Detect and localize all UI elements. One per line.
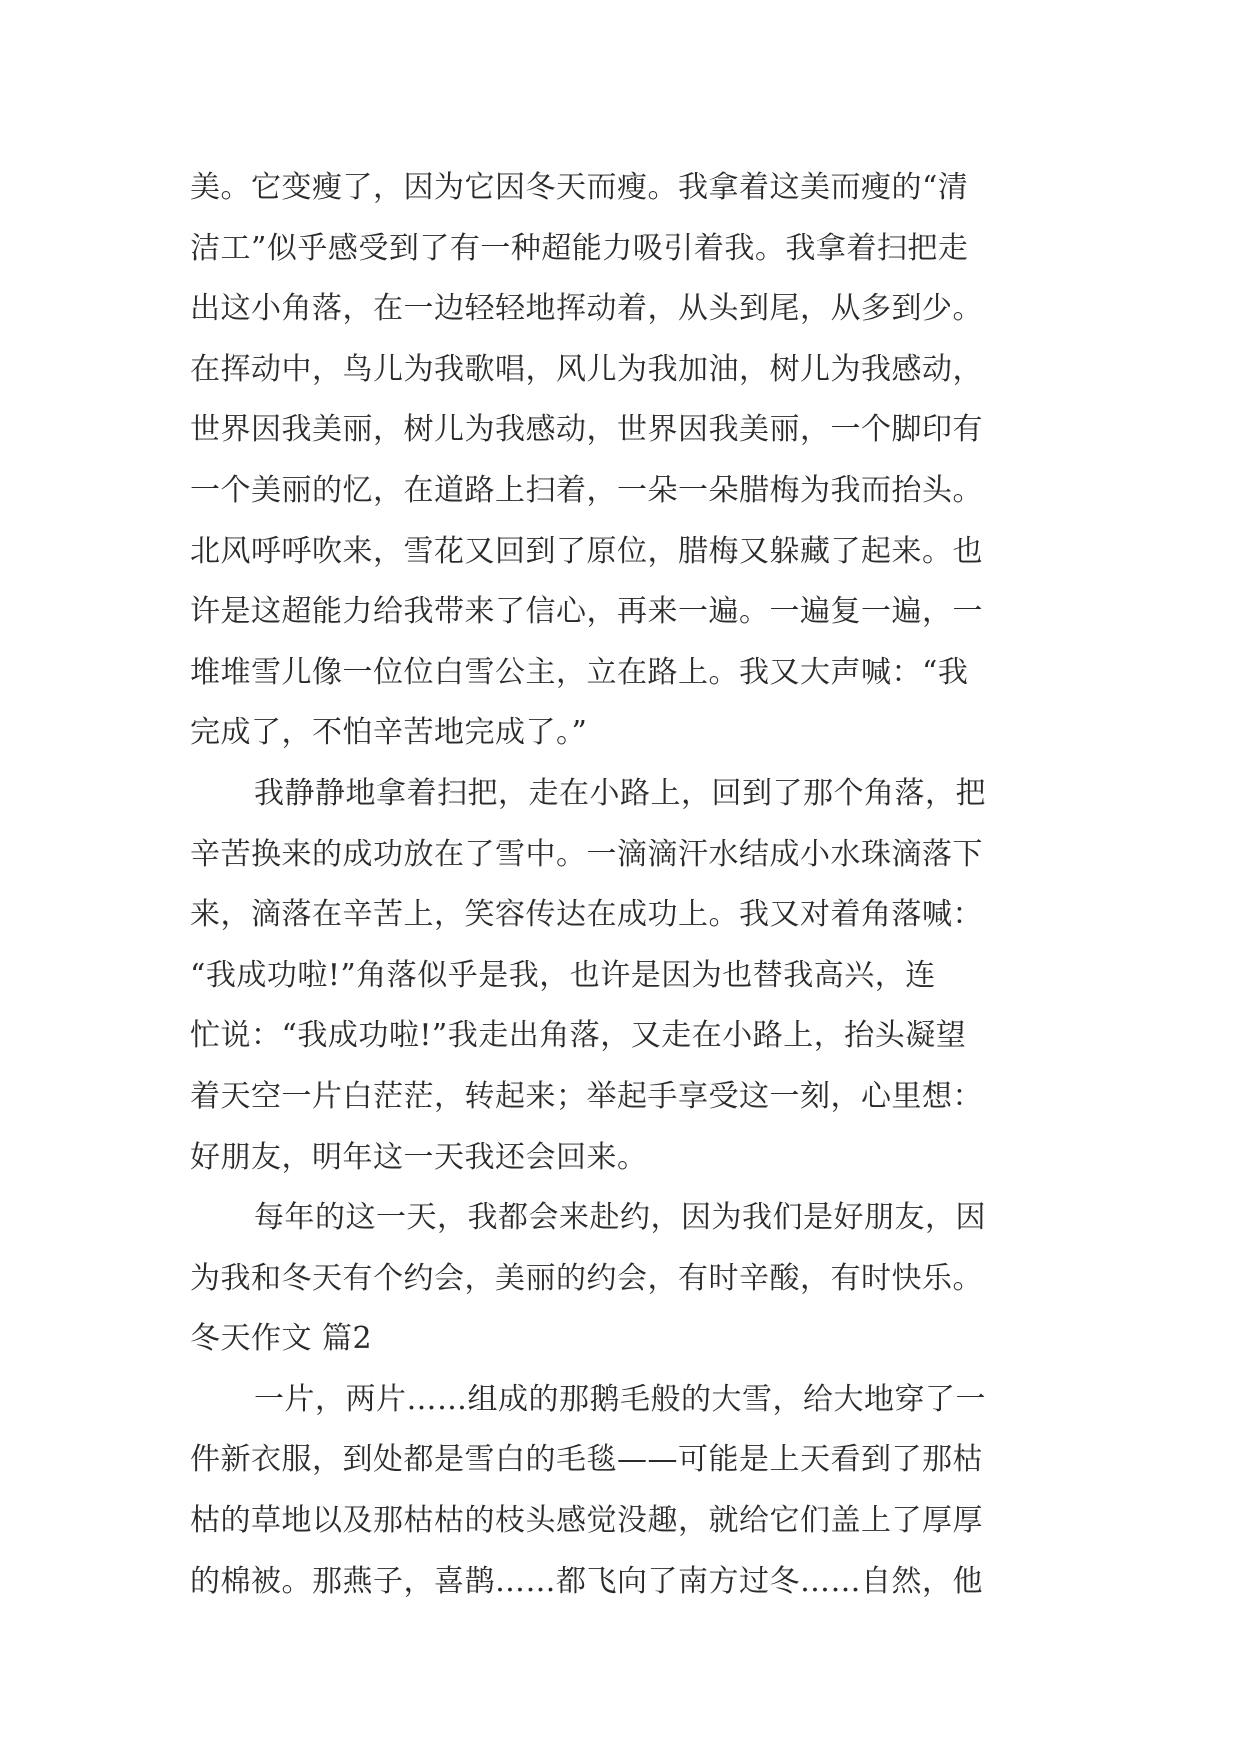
document-body — [190, 158, 1070, 1612]
text-line: 一片，两片……组成的那鹅毛般的大雪，给大地穿了一 — [254, 1381, 986, 1417]
text-line: 着天空一片白茫茫，转起来；举起手享受这一刻，心里想： — [190, 1078, 983, 1114]
text-line: 世界因我美丽，树儿为我感动，世界因我美丽，一个脚印有 — [190, 412, 983, 448]
text-line: 为我和冬天有个约会，美丽的约会，有时辛酸，有时快乐。 — [190, 1260, 983, 1296]
text-line: 北风呼呼吹来，雪花又回到了原位，腊梅又躲藏了起来。也 — [190, 533, 983, 569]
text-line: 的棉被。那燕子，喜鹊……都飞向了南方过冬……自然，他 — [190, 1563, 983, 1599]
text-line: 来，滴落在辛苦上，笑容传达在成功上。我又对着角落喊： — [190, 897, 983, 933]
text-line: 出这小角落，在一边轻轻地挥动着，从头到尾，从多到少。 — [190, 291, 983, 327]
text-line: 美。它变瘦了，因为它因冬天而瘦。我拿着这美而瘦的“清 — [190, 170, 969, 205]
text-line: 一个美丽的忆，在道路上扫着，一朵一朵腊梅为我而抬头。 — [190, 472, 983, 508]
text-line: 好朋友，明年这一天我还会回来。 — [190, 1139, 648, 1175]
text-line: 许是这超能力给我带来了信心，再来一遍。一遍复一遍，一 — [190, 594, 983, 630]
text-line: 忙说：“我成功啦!”我走出角落，又走在小路上，抬头凝望 — [190, 1018, 967, 1054]
text-line: 我静静地拿着扫把，走在小路上，回到了那个角落，把 — [254, 775, 986, 811]
text-line: “我成功啦!”角落似乎是我，也许是因为也替我高兴，连 — [190, 957, 936, 993]
text-line: 枯的草地以及那枯枯的枝头感觉没趣，就给它们盖上了厚厚 — [190, 1503, 983, 1539]
text-line: 堆堆雪儿像一位位白雪公主，立在路上。我又大声喊：“我 — [190, 654, 969, 690]
text-line: 每年的这一天，我都会来赴约，因为我们是好朋友，因 — [254, 1200, 986, 1236]
text-line: 完成了，不怕辛苦地完成了。” — [190, 715, 588, 751]
text-line: 件新衣服，到处都是雪白的毛毯——可能是上天看到了那枯 — [190, 1442, 983, 1478]
text-line: 辛苦换来的成功放在了雪中。一滴滴汗水结成小水珠滴落下 — [190, 836, 983, 872]
text-line: 在挥动中，鸟儿为我歌唱，风儿为我加油，树儿为我感动， — [190, 351, 983, 387]
text-line: 冬天作文 篇2 — [190, 1321, 373, 1357]
text-line: 洁工”似乎感受到了有一种超能力吸引着我。我拿着扫把走 — [190, 230, 969, 266]
